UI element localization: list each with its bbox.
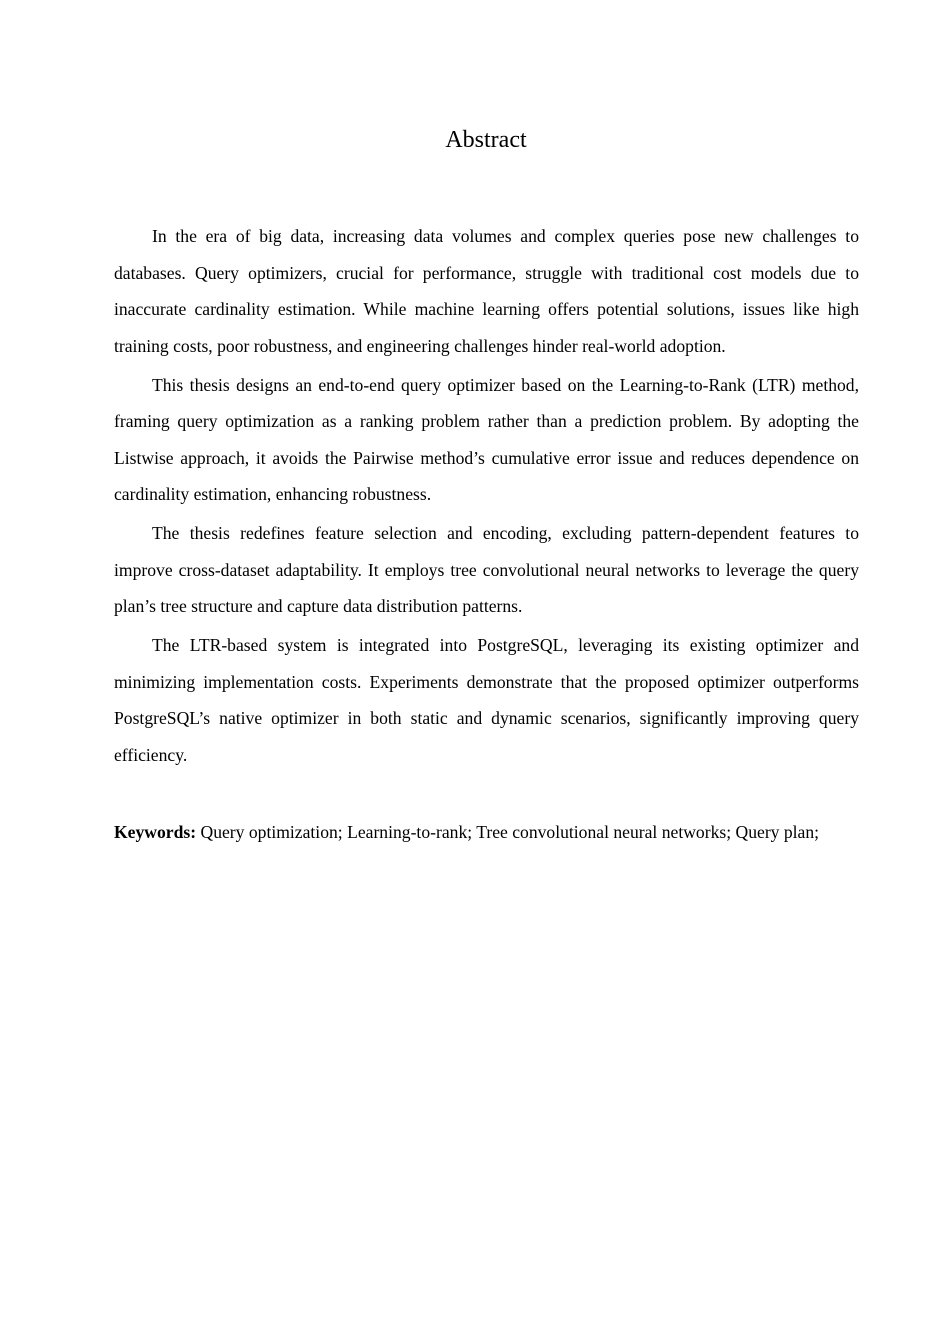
abstract-paragraph-4: The LTR-based system is integrated into PostgreSQL, leveraging its existing optimizer and minimizing implementation costs. Experiments demonstrate that the proposed optimizer outperforms PostgreSQL’s native optimizer in both static and dynamic scenarios, significantly improving query efficiency. — [114, 635, 859, 765]
abstract-title: Abstract — [445, 127, 527, 153]
keywords-text: Query optimization; Learning-to-rank; Tree convolutional neural networks; Query plan; — [196, 822, 820, 842]
abstract-paragraph-2: This thesis designs an end-to-end query optimizer based on the Learning-to-Rank (LTR) method, framing query optimization as a ranking problem rather than a prediction problem. By adopting the Listwise approach, it avoids the Pairwise method’s cumulative error issue and reduces dependence on cardinality estimation, enhancing robustness. — [114, 374, 859, 505]
abstract-body — [114, 218, 859, 776]
keywords-line — [114, 814, 859, 851]
keywords-label: Keywords: — [114, 822, 197, 842]
abstract-paragraph-1: In the era of big data, increasing data volumes and complex queries pose new challenges to databases. Query optimizers, crucial for performance, struggle with traditional cost models due to inaccurate cardinality estimation. While machine learning offers potential solutions, issues like high training costs, poor robustness, and engineering challenges hinder real-world adoption. — [114, 226, 859, 356]
abstract-paragraph-3: The thesis redefines feature selection and encoding, excluding pattern-dependent features to improve cross-dataset adaptability. It employs tree convolutional neural networks to leverage the query plan’s tree structure and capture data distribution patterns. — [114, 523, 859, 617]
